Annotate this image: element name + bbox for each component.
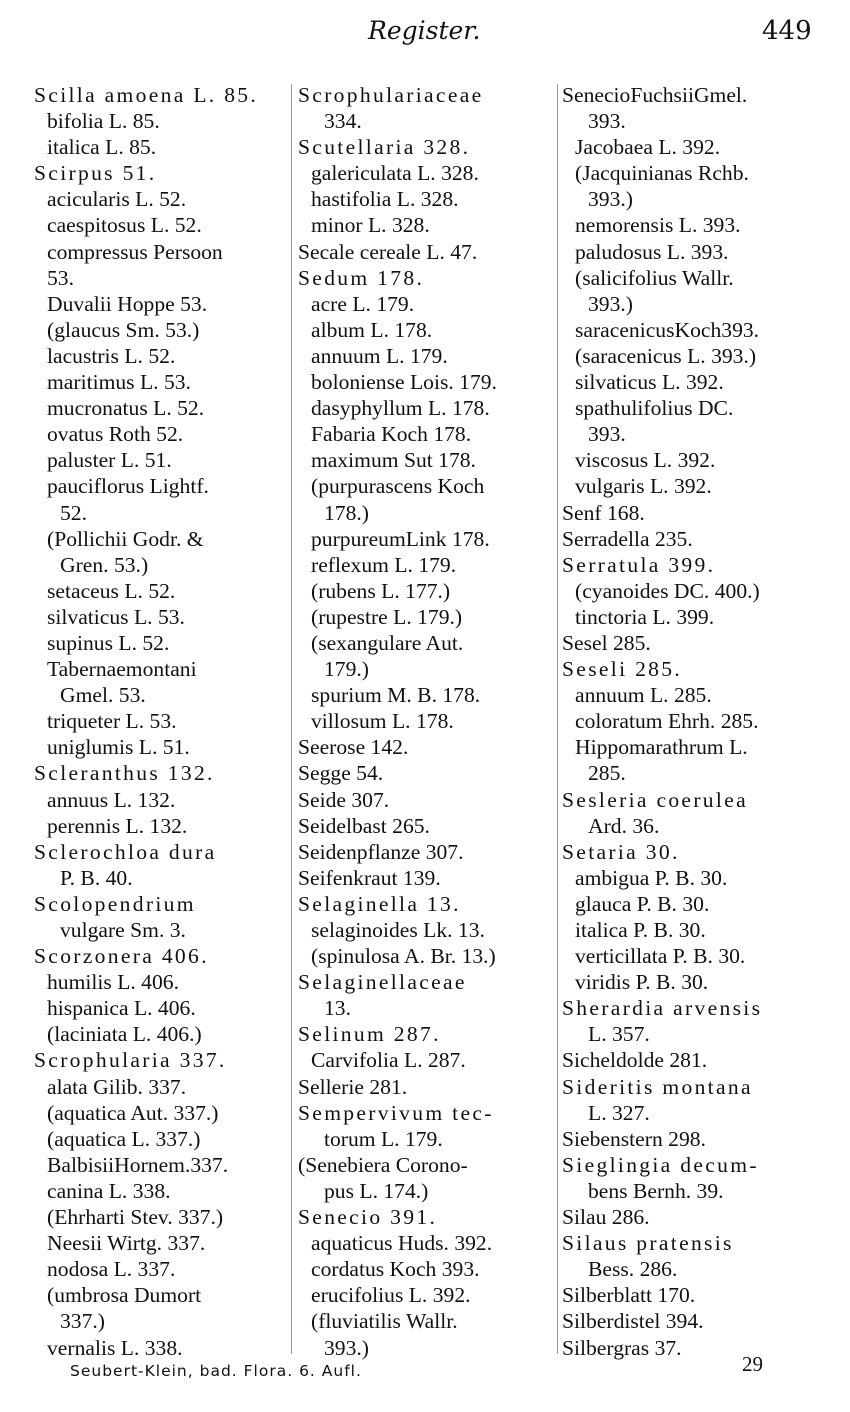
index-line: BalbisiiHornem.337. — [47, 1152, 229, 1177]
index-line: maximum Sut 178. — [311, 448, 476, 473]
index-line: annuum L. 285. — [575, 683, 712, 708]
index-line: 393.) — [588, 187, 633, 212]
index-line: Sideritis montana — [562, 1074, 753, 1099]
index-line: Seidelbast 265. — [298, 813, 430, 838]
index-line: Scolopendrium — [34, 891, 196, 916]
index-line: ambigua P. B. 30. — [575, 865, 728, 890]
index-line: Scleranthus 132. — [34, 761, 215, 786]
index-line: hispanica L. 406. — [47, 996, 196, 1021]
index-line: humilis L. 406. — [47, 970, 179, 995]
index-line: viridis P. B. 30. — [575, 970, 709, 995]
index-line: coloratum Ehrh. 285. — [575, 709, 759, 734]
index-line: Silberblatt 170. — [562, 1283, 696, 1308]
index-line: vulgare Sm. 3. — [60, 918, 186, 942]
index-line: Scrophularia 337. — [34, 1048, 227, 1073]
index-line: Tabernaemontani — [47, 657, 197, 682]
index-line: reflexum L. 179. — [311, 552, 457, 577]
index-line: bifolia L. 85. — [47, 109, 160, 134]
index-line: Sesel 285. — [562, 630, 651, 655]
index-line: boloniense Lois. 179. — [311, 370, 497, 395]
index-line: 52. — [60, 500, 87, 525]
index-line: 393. — [588, 109, 626, 134]
index-line: (aquatica Aut. 337.) — [47, 1100, 219, 1125]
index-line: Segge 54. — [298, 761, 384, 786]
index-line: canina L. 338. — [47, 1178, 171, 1203]
index-line: saracenicusKoch393. — [575, 317, 760, 342]
index-line: Sedum 178. — [298, 265, 425, 290]
index-line: mucronatus L. 52. — [47, 396, 205, 421]
index-line: Gren. 53.) — [60, 552, 149, 577]
column-divider — [557, 84, 558, 1354]
index-line: Jacobaea L. 392. — [575, 135, 721, 160]
index-line: uniglumis L. 51. — [47, 735, 190, 760]
index-line: Fabaria Koch 178. — [311, 422, 472, 447]
index-line: 393. — [588, 422, 626, 447]
index-line: L. 357. — [588, 1022, 650, 1047]
index-line: Selaginellaceae — [298, 970, 467, 995]
index-line: Silberdistel 394. — [562, 1309, 704, 1334]
index-line: alata Gilib. 337. — [47, 1074, 187, 1099]
index-line: Silau 286. — [562, 1205, 650, 1230]
index-line: SenecioFuchsiiGmel. — [562, 83, 748, 107]
index-line: Serratula 399. — [562, 552, 716, 577]
page-number: 449 — [762, 16, 812, 46]
index-line: Carvifolia L. 287. — [311, 1048, 466, 1073]
index-line: silvaticus L. 392. — [575, 370, 724, 395]
index-line: Sesleria coerulea — [562, 787, 748, 812]
index-line: 285. — [588, 761, 626, 786]
index-line: Sherardia arvensis — [562, 996, 763, 1021]
index-line: Senf 168. — [562, 500, 645, 525]
index-line: viscosus L. 392. — [575, 448, 716, 473]
index-line: (fluviatilis Wallr. — [311, 1309, 458, 1334]
index-line: (rupestre L. 179.) — [311, 604, 463, 629]
column-divider — [291, 84, 292, 1354]
index-line: pus L. 174.) — [324, 1178, 429, 1203]
index-line: Seide 307. — [298, 787, 390, 812]
index-line: glauca P. B. 30. — [575, 891, 710, 916]
index-line: aquaticus Huds. 392. — [311, 1231, 493, 1256]
index-line: lacustris L. 52. — [47, 343, 176, 368]
index-line: (salicifolius Wallr. — [575, 265, 734, 290]
index-line: Gmel. 53. — [60, 683, 146, 708]
index-line: Setaria 30. — [562, 839, 680, 864]
index-line: Seifenkraut 139. — [298, 865, 441, 890]
index-line: acre L. 179. — [311, 291, 415, 316]
index-line: Ard. 36. — [588, 813, 660, 838]
index-line: maritimus L. 53. — [47, 370, 191, 395]
index-line: vulgaris L. 392. — [575, 474, 712, 499]
index-line: 393.) — [588, 291, 633, 316]
index-line: Scirpus 51. — [34, 161, 157, 186]
index-line: Duvalii Hoppe 53. — [47, 291, 208, 316]
index-line: (glaucus Sm. 53.) — [47, 317, 200, 342]
index-line: (Ehrharti Stev. 337.) — [47, 1205, 224, 1230]
index-line: 337.) — [60, 1309, 105, 1334]
index-line: (Pollichii Godr. & — [47, 526, 204, 551]
index-line: torum L. 179. — [324, 1126, 443, 1151]
index-line: Scorzonera 406. — [34, 944, 209, 969]
index-column-2 — [298, 82, 556, 1361]
index-line: (umbrosa Dumort — [47, 1283, 202, 1308]
index-line: dasyphyllum L. 178. — [311, 396, 490, 421]
index-line: Sicheldolde 281. — [562, 1048, 708, 1073]
index-line: (sexangulare Aut. — [311, 630, 464, 655]
index-line: (spinulosa A. Br. 13.) — [311, 944, 496, 969]
index-line: 334. — [324, 109, 362, 134]
index-line: (laciniata L. 406.) — [47, 1022, 202, 1047]
index-line: (saracenicus L. 393.) — [575, 343, 757, 368]
index-line: tinctoria L. 399. — [575, 604, 715, 629]
index-line: Selinum 287. — [298, 1022, 441, 1047]
footer-imprint: Seubert-Klein, bad. Flora. 6. Aufl. — [70, 1362, 362, 1380]
index-line: compressus Persoon — [47, 239, 223, 264]
index-line: bens Bernh. 39. — [588, 1178, 724, 1203]
index-line: Bess. 286. — [588, 1257, 678, 1282]
index-line: supinus L. 52. — [47, 630, 170, 655]
index-line: erucifolius L. 392. — [311, 1283, 471, 1308]
index-line: annuum L. 179. — [311, 343, 448, 368]
index-line: Neesii Wirtg. 337. — [47, 1231, 206, 1256]
index-line: 179.) — [324, 657, 369, 682]
index-line: verticillata P. B. 30. — [575, 944, 746, 969]
index-line: purpureumLink 178. — [311, 526, 490, 551]
index-line: paludosus L. 393. — [575, 239, 729, 264]
page-header — [0, 12, 850, 52]
index-line: Selaginella 13. — [298, 891, 461, 916]
index-line: album L. 178. — [311, 317, 433, 342]
index-line: italica L. 85. — [47, 135, 157, 160]
index-line: ovatus Roth 52. — [47, 422, 184, 447]
index-line: paluster L. 51. — [47, 448, 172, 473]
index-line: Seerose 142. — [298, 735, 409, 760]
index-line: Siebenstern 298. — [562, 1126, 706, 1151]
index-line: (aquatica L. 337.) — [47, 1126, 201, 1151]
index-line: Scutellaria 328. — [298, 135, 471, 160]
index-line: Senecio 391. — [298, 1205, 438, 1230]
index-line: 13. — [324, 996, 351, 1021]
index-line: annuus L. 132. — [47, 787, 176, 812]
index-line: perennis L. 132. — [47, 813, 188, 838]
index-line: cordatus Koch 393. — [311, 1257, 480, 1282]
index-line: Scilla amoena L. 85. — [34, 83, 259, 107]
index-line: italica P. B. 30. — [575, 918, 706, 942]
index-line: (cyanoides DC. 400.) — [575, 578, 760, 603]
index-line: galericulata L. 328. — [311, 161, 479, 186]
index-line: triqueter L. 53. — [47, 709, 177, 734]
index-line: Scrophulariaceae — [298, 83, 484, 107]
index-line: villosum L. 178. — [311, 709, 454, 734]
index-line: (rubens L. 177.) — [311, 578, 451, 603]
index-line: Silaus pratensis — [562, 1231, 734, 1256]
index-line: acicularis L. 52. — [47, 187, 187, 212]
index-line: (Jacquinianas Rchb. — [575, 161, 749, 186]
index-line: Sieglingia decum- — [562, 1152, 759, 1177]
index-line: Sellerie 281. — [298, 1074, 408, 1099]
index-line: 178.) — [324, 500, 369, 525]
index-line: Seidenpflanze 307. — [298, 839, 464, 864]
index-column-1 — [34, 82, 290, 1361]
index-column-3 — [562, 82, 822, 1361]
index-line: selaginoides Lk. 13. — [311, 918, 485, 942]
index-line: 393.) — [324, 1335, 369, 1360]
index-line: Hippomarathrum L. — [575, 735, 748, 760]
index-line: nemorensis L. 393. — [575, 213, 741, 238]
index-line: spathulifolius DC. — [575, 396, 734, 421]
index-line: spurium M. B. 178. — [311, 683, 481, 708]
index-line: caespitosus L. 52. — [47, 213, 202, 238]
index-line: silvaticus L. 53. — [47, 604, 185, 629]
index-line: pauciflorus Lightf. — [47, 474, 209, 499]
index-line: L. 327. — [588, 1100, 650, 1125]
index-line: vernalis L. 338. — [47, 1335, 183, 1360]
index-line: nodosa L. 337. — [47, 1257, 176, 1282]
index-line: Secale cereale L. 47. — [298, 239, 478, 264]
index-line: Sempervivum tec- — [298, 1100, 494, 1125]
index-line: Sclerochloa dura — [34, 839, 217, 864]
index-line: Serradella 235. — [562, 526, 693, 551]
index-line: (Senebiera Corono- — [298, 1152, 468, 1177]
running-title: Register. — [368, 16, 481, 45]
index-line: Silbergras 37. — [562, 1335, 682, 1360]
index-line: 53. — [47, 265, 74, 290]
index-line: minor L. 328. — [311, 213, 430, 238]
index-line: (purpurascens Koch — [311, 474, 485, 499]
index-line: Seseli 285. — [562, 657, 683, 682]
index-line: hastifolia L. 328. — [311, 187, 459, 212]
index-line: P. B. 40. — [60, 865, 133, 890]
signature-mark: 29 — [742, 1352, 763, 1376]
index-line: setaceus L. 52. — [47, 578, 176, 603]
